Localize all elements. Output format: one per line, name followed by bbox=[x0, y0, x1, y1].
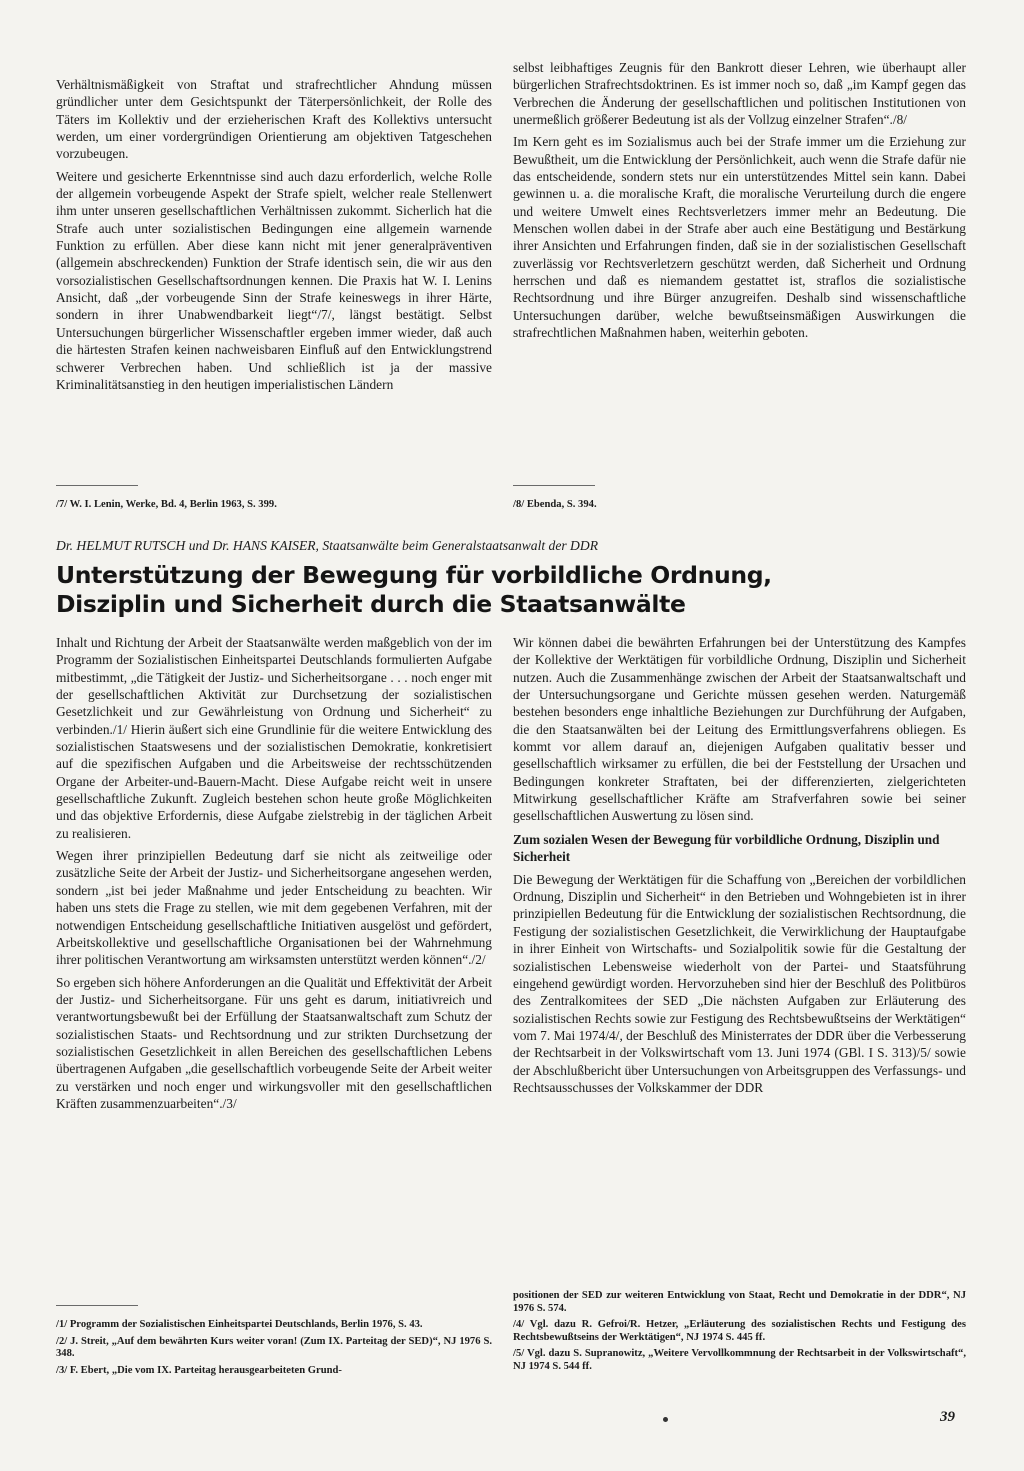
footnote-3-continued: positionen der SED zur weiteren Entwicklung von Staat, Recht und Demokratie in der DDR“, NJ 1976 S. 574. bbox=[513, 1290, 966, 1314]
paragraph: Verhältnismäßigkeit von Straftat und strafrechtlicher Ahndung müssen gründlicher unter dem Gesichtspunkt der Täterpersönlichkeit, der Rolle des Täters im Kollektiv und der erzieherischen Kraft des Kollektivs untersucht werden, um einer vordergründigen Orientierung am objektiven Tatgeschehen vorzubeugen. bbox=[56, 77, 492, 162]
page-number: 39 bbox=[940, 1409, 955, 1425]
paragraph: Im Kern geht es im Sozialismus auch bei der Strafe immer um die Erziehung zur Bewußtheit, um die Entwicklung der Persönlichkeit, auch wenn die Strafe dafür nie das entscheidende, sondern stets nur ein unterstützendes Mittel sein kann. Dabei gewinnen u. a. die moralische Kraft, die moralische Verurteilung durch die engere und weitere Umwelt eines Rechtsverletzers immer mehr an Bedeutung. Die Menschen wollen dabei in der Strafe aber auch eine Bestätigung und Bestärkung ihrer Ansichten und Erfahrungen finden, daß sie in der sozialistischen Gesellschaft zuverlässig vor Rechtsverletzern geschützt werden, daß Sicherheit und Ordnung herrschen und daß es niemandem gestattet ist, straflos die sozialistische Rechtsordnung und ihre Bürger anzugreifen. Deshalb sind wissenschaftliche Untersuchungen darüber, welche bewußtseinsmäßigen Auswirkungen die strafrechtlichen Maßnahmen haben, weiterhin geboten. bbox=[513, 134, 966, 341]
paragraph: Inhalt und Richtung der Arbeit der Staatsanwälte werden maßgeblich von der im Programm der Sozialistischen Einheitspartei Deutschlands formulierten Aufgabe mitbestimmt, „die Tätigkeit der Justiz- und Sicherheitsorgane . . . noch enger mit der gesellschaftlichen Aktivität zur Durchsetzung der sozialistischen Gesetzlichkeit und zur Gewährleistung von Ordnung und Sicherheit“ zu verbinden./1/ Hierin äußert sich eine Grundlinie für die weitere Entwicklung des sozialistischen Staatswesens und der sozialistischen Demokratie, konkretisiert auf die spezifischen Aufgaben und die Arbeitsweise der rechtsschützenden Organe der Arbeiter-und-Bauern-Macht. Diese Aufgabe reicht weit in unsere gesellschaftliche Zukunft. Zugleich bestehen schon heute große Möglichkeiten und das objektive Erfordernis, diese Aufgabe zielstrebig in der täglichen Arbeit zu realisieren. bbox=[56, 635, 492, 841]
footnote-2: /2/ J. Streit, „Auf dem bewährten Kurs weiter voran! (Zum IX. Parteitag der SED)“, NJ 1976 S. 348. bbox=[56, 1335, 492, 1360]
ink-dot bbox=[663, 1417, 668, 1422]
footnote-5: /5/ Vgl. dazu S. Supranowitz, „Weitere Vervollkommnung der Rechtsarbeit in der Volkswirtschaft“, NJ 1974 S. 544 ff. bbox=[513, 1348, 966, 1372]
footnote-8 bbox=[513, 499, 966, 512]
footnote-text: /8/ Ebenda, S. 394. bbox=[513, 499, 597, 510]
title-line-1: Unterstützung der Bewegung für vorbildliche Ordnung, bbox=[56, 561, 772, 589]
footnote-text: /7/ W. I. Lenin, Werke, Bd. 4, Berlin 1963, S. 399. bbox=[56, 499, 277, 510]
article-footnotes-left bbox=[56, 1319, 492, 1381]
article-title bbox=[56, 561, 986, 619]
paragraph: selbst leibhaftiges Zeugnis für den Bankrott dieser Lehren, wie überhaupt aller bürgerlichen Strafrechtsdoktrinen. Es ist immer noch so, daß „im Kampf gegen das Verbrechen die Änderung der gesellschaftlichen und politischen Institutionen von unermeßlich größerer Bedeutung ist als der Vollzug einzelner Strafen“./8/ bbox=[513, 60, 966, 128]
article-byline: Dr. HELMUT RUTSCH und Dr. HANS KAISER, Staatsanwälte beim Generalstaatsanwalt der DDR bbox=[56, 538, 598, 553]
paragraph: Weitere und gesicherte Erkenntnisse sind auch dazu erforderlich, welche Rolle der allgemein vorbeugende Aspekt der Strafe spielt, welcher reale Stellenwert ihm unter unseren gesellschaftlichen Verhältnissen zukommt. Sicherlich hat die Strafe auch unter sozialistischen Bedingungen eine allgemein warnende Funktion zu erfüllen. Aber diese kann nicht mit jener generalpräventiven (allgemein abschreckenden) Funktion der Strafe identisch sein, die wir aus den vorsozialistischen Gesellschaftsordnungen kennen. Die Praxis hat W. I. Lenins Ansicht, daß „der vorbeugende Sinn der Strafe keineswegs in ihrer Härte, sondern in ihrer Unabwendbarkeit liegt“/7/, längst bestätigt. Selbst Untersuchungen bürgerlicher Wissenschaftler ergeben immer wieder, daß auch die härtesten Strafen keinen nachweisbaren Einfluß auf den Entwicklungstrend schwerer Verbrechen haben. Und schließlich ist ja der massive Kriminalitätsanstieg in den heutigen imperialistischen Ländern bbox=[56, 168, 492, 392]
title-line-2: Disziplin und Sicherheit durch die Staatsanwälte bbox=[56, 590, 686, 618]
footnote-7 bbox=[56, 499, 492, 512]
footnote-rule-article-left bbox=[56, 1305, 138, 1306]
paragraph: Wir können dabei die bewährten Erfahrungen bei der Unterstützung des Kampfes der Kollektive der Werktätigen für vorbildliche Ordnung, Disziplin und Sicherheit nutzen. Auch die Zusammenhänge zwischen der Arbeit der Staatsanwaltschaft und der Untersuchungsorgane und Gerichte müssen gesehen werden. Naturgemäß bestehen besonders enge inhaltliche Beziehungen zur Durchführung der Aufgaben, die den Staatsanwälten bei der Leitung des Ermittlungsverfahrens obliegen. Es kommt vor allem darauf an, diejenigen Aufgaben qualitativ besser und gesellschaftlich wirksamer zu erfüllen, die bei der Feststellung der Ursachen und Bedingungen konkreter Straftaten, bei der differenzierten, zielgerichteten Mitwirkung gesellschaftlicher Kräfte am Strafverfahren sowie bei seiner gesellschaftlichen Auswertung zu lösen sind. bbox=[513, 635, 966, 824]
article-left-column bbox=[56, 634, 492, 1117]
top-right-column bbox=[513, 59, 966, 347]
footnote-1: /1/ Programm der Sozialistischen Einheitspartei Deutschlands, Berlin 1976, S. 43. bbox=[56, 1319, 423, 1330]
paragraph: Wegen ihrer prinzipiellen Bedeutung darf sie nicht als zeitweilige oder zusätzliche Seite der Arbeit der Justiz- und Sicherheitsorgane angesehen werden, sondern „ist bei jeder Maßnahme und jeder Entscheidung zu beachten. Wir haben uns stets die Frage zu stellen, wie mit dem gegebenen Verfahren, mit der notwendigen Entscheidung gesellschaftliche Initiativen ausgelöst und gefördert, Arbeitskollektive und gesellschaftliche Organisationen bei der Wahrnehmung ihrer politischen Verantwortung am wirksamsten unterstützt werden können“./2/ bbox=[56, 848, 492, 968]
article-right-column bbox=[513, 634, 966, 1101]
paragraph: So ergeben sich höhere Anforderungen an die Qualität und Effektivität der Arbeit der Justiz- und Sicherheitsorgane. Für uns geht es darum, initiativreich und verantwortungsbewußt bei der Erfüllung der Staatsanwaltschaft zum Schutz der sozialistischen Staats- und Rechtsordnung und zur strikten Durchsetzung der sozialistischen Gesetzlichkeit in allen Bereichen des gesellschaftlichen Lebens übertragenen Aufgaben „die gesellschaftlich vorbeugende Seite der Arbeit weiter zu verstärken und noch enger und wirkungsvoller mit den gesellschaftlichen Kräften zusammenzuarbeiten“./3/ bbox=[56, 974, 492, 1111]
footnote-rule-right bbox=[513, 485, 595, 486]
article-footnotes-right bbox=[513, 1290, 966, 1378]
footnote-3: /3/ F. Ebert, „Die vom IX. Parteitag herausgearbeiteten Grund- bbox=[56, 1364, 342, 1376]
footnote-4: /4/ Vgl. dazu R. Gefroi/R. Hetzer, „Erläuterung des sozialistischen Rechts und Festigung des Rechtsbewußtseins der Werktätigen“, NJ 1974 S. 445 ff. bbox=[513, 1319, 966, 1343]
top-left-column bbox=[56, 76, 492, 398]
section-subheading: Zum sozialen Wesen der Bewegung für vorbildliche Ordnung, Disziplin und Sicherheit bbox=[513, 831, 940, 864]
footnote-rule-left bbox=[56, 485, 138, 486]
paragraph: Die Bewegung der Werktätigen für die Schaffung von „Bereichen der vorbildlichen Ordnung, Disziplin und Sicherheit“ in den Betrieben und Wohngebieten ist in ihrer prinzipiellen Bedeutung für die Entwicklung der sozialistischen Rechtsordnung, die Festigung der sozialistischen Gesetzlichkeit, die Verwirklichung der Hauptaufgabe in ihrer Einheit von Wirtschafts- und Sozialpolitik sowie für die Gestaltung der sozialistischen Lebensweise wiederholt von der Partei- und Staatsführung eingehend gewürdigt worden. Hervorzuheben sind hier der Beschluß des Politbüros des Zentralkomitees der SED „Die nächsten Aufgaben zur Erläuterung des sozialistischen Rechts sowie zur Festigung des Rechtsbewußtseins der Werktätigen“ vom 7. Mai 1974/4/, der Beschluß des Ministerrates der DDR über die Verbesserung der Rechtsarbeit in der Volkswirtschaft vom 13. Juni 1974 (GBl. I S. 313)/5/ sowie der Abschlußbericht über Untersuchungen von Arbeitsgruppen des Verfassungs- und Rechtsausschusses der Volkskammer der DDR bbox=[513, 871, 966, 1095]
